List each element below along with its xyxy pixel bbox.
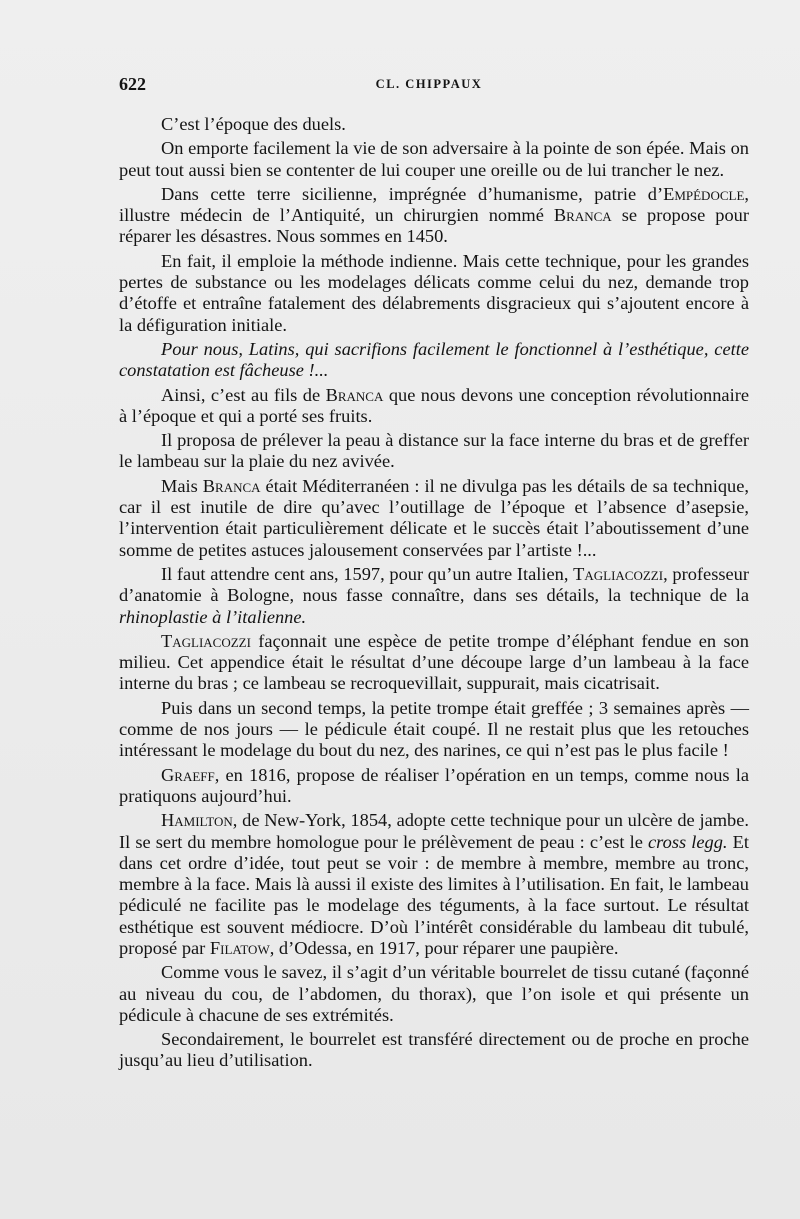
paragraph: [119, 962, 749, 1026]
text-run: se propose pour réparer les désastres. Nous sommes en 1450.: [119, 205, 749, 247]
paragraph: [119, 184, 749, 248]
author-name: Branca: [202, 475, 261, 496]
text-run: , en 1816, propose de réaliser l’opération en un temps, comme nous la pratiquons aujourd’hui.: [119, 764, 749, 806]
paragraph: [119, 251, 749, 336]
author-name: Graeff: [161, 764, 215, 785]
author-name: Branca: [553, 205, 612, 226]
author-name: Empédocle: [663, 183, 745, 204]
page-number: 622: [119, 74, 146, 94]
text-run: façonnait une espèce de petite trompe d’éléphant fendue en son milieu. Cet appendice était le résultat d’une découpe large d’un lambeau à la face interne du bras ; ce lambeau se recroquevillait, suppurait, mais cicatrisait.: [119, 630, 749, 694]
text-run: que nous devons une conception révolutionnaire à l’époque et qui a porté ses fruits.: [119, 384, 749, 426]
author-name: Filatow: [209, 937, 270, 958]
paragraph: [119, 430, 749, 473]
paragraph: [119, 114, 749, 135]
paragraph: [119, 385, 749, 428]
paragraph: [119, 631, 749, 695]
author-name: Tagliacozzi: [161, 630, 251, 651]
text-run: Dans cette terre sicilienne, imprégnée d’humanisme, patrie d’: [161, 183, 664, 204]
paragraph: [119, 698, 749, 762]
body-text: [119, 114, 749, 1075]
paragraph: [119, 564, 749, 628]
paragraph: [119, 1029, 749, 1072]
text-run: Et dans cet ordre d’idée, tout peut se voir : de membre à membre, membre au tronc, membre à la face. Mais là aussi il existe des limites à l’utilisation. En fait, le lambeau pédiculé ne facilite pas le modelage des téguments, à la face surtout. Le résultat esthétique est souvent médiocre. D’où l’intérêt considérable du lambeau dit tubulé, proposé par: [119, 831, 749, 958]
paragraph: [119, 476, 749, 561]
paragraph: [119, 765, 749, 808]
author-name: Branca: [325, 384, 384, 405]
text-run: Il proposa de prélever la peau à distance sur la face interne du bras et de greffer le lambeau sur la plaie du nez avivée.: [119, 430, 749, 472]
paragraph: [119, 339, 749, 382]
text-run: On emporte facilement la vie de son adversaire à la pointe de son épée. Mais on peut tout aussi bien se contenter de lui couper une oreille ou de lui trancher le nez.: [119, 138, 749, 180]
text-run: En fait, il emploie la méthode indienne. Mais cette technique, pour les grandes pertes de substance ou les modelages délicats comme celui du nez, demande trop d’étoffe et entraîne fatalement des délabrements disgracieux qui s’ajoutent encore à la défiguration initiale.: [119, 250, 749, 335]
text-run: Ainsi, c’est au fils de: [161, 384, 326, 405]
page-header: [119, 74, 739, 98]
text-run: , illustre médecin de l’Antiquité, un chirurgien nommé: [119, 183, 749, 226]
italic-text: cross legg.: [648, 831, 728, 852]
author-name: Hamilton: [161, 810, 233, 831]
text-run: , de New-York, 1854, adopte cette technique pour un ulcère de jambe. Il se sert du membre homologue pour le prélèvement de peau : c’est le: [119, 810, 749, 852]
text-run: , professeur d’anatomie à Bologne, nous fasse connaître, dans ses détails, la technique de la: [119, 563, 749, 606]
running-title: CL. CHIPPAUX: [375, 77, 483, 91]
text-run: Comme vous le savez, il s’agit d’un véritable bourrelet de tissu cutané (façonné au niveau du cou, de l’abdomen, du thorax), que l’on isole et qui présente un pédicule à chacune de ses extrémités.: [119, 962, 749, 1025]
paragraph: [119, 138, 749, 181]
italic-text: rhinoplastie à l’italienne.: [119, 606, 307, 627]
text-run: C’est l’époque des duels.: [161, 114, 346, 134]
italic-text: Pour nous, Latins, qui sacrifions facilement le fonctionnel à l’esthétique, cette constatation est fâcheuse !...: [119, 338, 749, 381]
paragraph: [119, 810, 749, 959]
text-run: Mais: [161, 475, 203, 496]
text-run: Puis dans un second temps, la petite trompe était greffée ; 3 semaines après — comme de nos jours — le pédicule était coupé. Il ne restait plus que les retouches intéressant le modelage du bout du nez, des narines, ce qui n’est pas le plus facile !: [119, 697, 749, 761]
text-run: Il faut attendre cent ans, 1597, pour qu’un autre Italien,: [161, 563, 574, 584]
text-run: était Méditerranéen : il ne divulga pas les détails de sa technique, car il est inutile de dire qu’avec l’outillage de l’époque et l’absence d’asepsie, l’intervention était particulièrement délicate et le succès était l’aboutissement d’une somme de petites astuces jalousement conservées par l’artiste !...: [119, 475, 749, 560]
author-name: Tagliacozzi: [573, 563, 664, 584]
text-run: Secondairement, le bourrelet est transféré directement ou de proche en proche jusqu’au lieu d’utilisation.: [119, 1029, 749, 1071]
text-run: , d’Odessa, en 1917, pour réparer une paupière.: [269, 937, 619, 958]
